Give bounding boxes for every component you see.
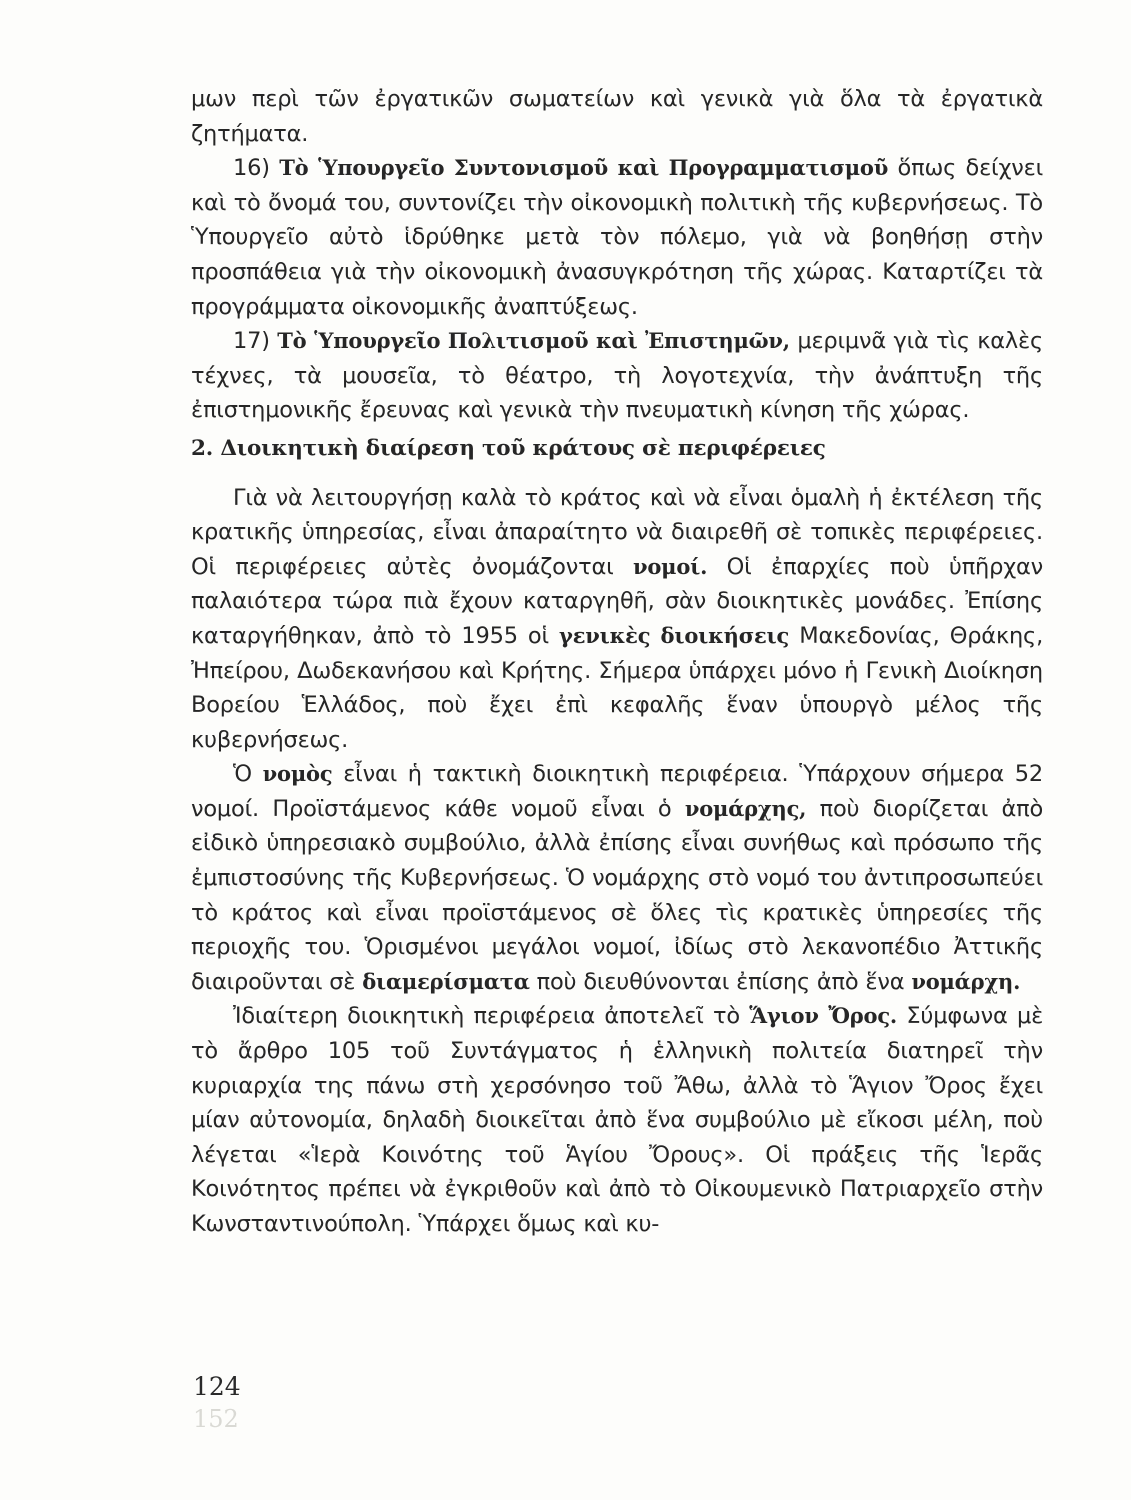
term-bold: νομὸς: [262, 761, 333, 787]
paragraph-17: 17) Τὸ Ὑπουργεῖο Πολιτισμοῦ καὶ Ἐπιστημῶν, μεριμνᾶ γιὰ τὶς καλὲς τέχνες, τὰ μουσεῖα, τὸ θέατρο, τὴ λογοτεχνία, τὴν ἀνάπτυξη τῆς ἐπιστημονικῆς ἔρευνας καὶ γενικὰ τὴν πνευματικὴ κίνηση τῆς χώρας.: [191, 328, 1044, 424]
term-bold: νομοί.: [632, 553, 708, 579]
term-bold: νομάρχης,: [684, 795, 807, 821]
section-heading: 2. Διοικητικὴ διαίρεση τοῦ κράτους σὲ περιφέρειες: [191, 435, 826, 461]
page-number: 124: [193, 1372, 241, 1401]
paragraph-16: 16) Τὸ Ὑπουργεῖο Συντονισμοῦ καὶ Προγραμματισμοῦ ὅπως δείχνει καὶ τὸ ὄνομά του, συντονίζει τὴν οἰκονομικὴ πολιτικὴ τῆς κυβερνήσεως. Τὸ Ὑπουργεῖο αὐτὸ ἱδρύθηκε μετὰ τὸν πόλεμο, γιὰ νὰ βοηθήσῃ στὴν προσπάθεια γιὰ τὴν οἰκονομικὴ ἀνασυγκρότηση τῆς χώρας. Καταρτίζει τὰ προγράμματα οἰκονομικῆς ἀναπτύξεως.: [191, 155, 1044, 320]
paragraph-mount-athos: Ἰδιαίτερη διοικητικὴ περιφέρεια ἀποτελεῖ τὸ Ἅγιον Ὄρος. Σύμφωνα μὲ τὸ ἄρθρο 105 τοῦ Συντάγματος ἡ ἑλληνικὴ πολιτεία διατηρεῖ τὴν κυριαρχία της πάνω στὴ χερσόνησο τοῦ Ἄθω, ἀλλὰ τὸ Ἅγιον Ὄρος ἔχει μίαν αὐτονομία, δηλαδὴ διοικεῖται ἀπὸ ἕνα συμβούλιο μὲ εἴκοσι μέλη, ποὺ λέγεται «Ἱερὰ Κοινότης τοῦ Ἁγίου Ὄρους». Οἱ πράξεις τῆς Ἱερᾶς Κοινότητος πρέπει νὰ ἐγκριθοῦν καὶ ἀπὸ τὸ Οἰκουμενικὸ Πατριαρχεῖο στὴν Κωνσταντινούπολη. Ὑπάρχει ὅμως καὶ κυ-: [191, 1003, 1044, 1237]
term-bold: γενικὲς διοικήσεις: [559, 622, 790, 648]
ministry-name: Τὸ Ὑπουργεῖο Συντονισμοῦ καὶ Προγραμματισμοῦ: [279, 155, 889, 181]
paragraph-prefecture: Ὁ νομὸς εἶναι ἡ τακτικὴ διοικητικὴ περιφέρεια. Ὑπάρχουν σήμερα 52 νομοί. Προϊστάμενος κάθε νομοῦ εἶναι ὁ νομάρχης, ποὺ διορίζεται ἀπὸ εἰδικὸ ὑπηρεσιακὸ συμβούλιο, ἀλλὰ ἐπίσης εἶναι συνήθως καὶ πρόσωπο τῆς ἐμπιστοσύνης τῆς Κυβερνήσεως. Ὁ νομάρχης στὸ νομό του ἀντιπροσωπεύει τὸ κράτος καὶ εἶναι προϊστάμενος σὲ ὅλες τὶς κρατικὲς ὑπηρεσίες τῆς περιοχῆς του. Ὁρισμένοι μεγάλοι νομοί, ἰδίως στὸ λεκανοπέδιο Ἀττικῆς διαιροῦνται σὲ διαμερίσματα ποὺ διευθύνονται ἐπίσης ἀπὸ ἕνα νομάρχη.: [191, 761, 1044, 995]
item-number: 17): [233, 328, 270, 355]
ministry-name: Τὸ Ὑπουργεῖο Πολιτισμοῦ καὶ Ἐπιστημῶν,: [277, 328, 790, 354]
term-bold: Ἅγιον Ὄρος.: [749, 1003, 898, 1029]
paragraph-intro: μων περὶ τῶν ἐργατικῶν σωματείων καὶ γενικὰ γιὰ ὅλα τὰ ἐργατικὰ ζητήματα.: [191, 86, 1043, 147]
paragraph-regions: Γιὰ νὰ λειτουργήσῃ καλὰ τὸ κράτος καὶ νὰ εἶναι ὁμαλὴ ἡ ἐκτέλεση τῆς κρατικῆς ὑπηρεσίας, εἶναι ἀπαραίτητο νὰ διαιρεθῆ σὲ τοπικὲς περιφέρειες. Οἱ περιφέρειες αὐτὲς ὀνομάζονται νομοί. Οἱ ἐπαρχίες ποὺ ὑπῆρχαν παλαιότερα τώρα πιὰ ἔχουν καταργηθῆ, σὰν διοικητικὲς μονάδες. Ἐπίσης καταργήθηκαν, ἀπὸ τὸ 1955 οἱ γενικὲς διοικήσεις Μακεδονίας, Θράκης, Ἠπείρου, Δωδεκανήσου καὶ Κρήτης. Σήμερα ὑπάρχει μόνο ἡ Γενικὴ Διοίκηση Βορείου Ἑλλάδος, ποὺ ἔχει ἐπὶ κεφαλῆς ἕναν ὑπουργὸ μέλος τῆς κυβερνήσεως.: [191, 484, 1044, 753]
term-bold: διαμερίσματα: [362, 968, 530, 994]
bleed-through-page-number: 152: [193, 1405, 239, 1433]
item-number: 16): [233, 155, 270, 182]
body-text: [191, 82, 1043, 1242]
term-bold: νομάρχη.: [911, 968, 1021, 994]
